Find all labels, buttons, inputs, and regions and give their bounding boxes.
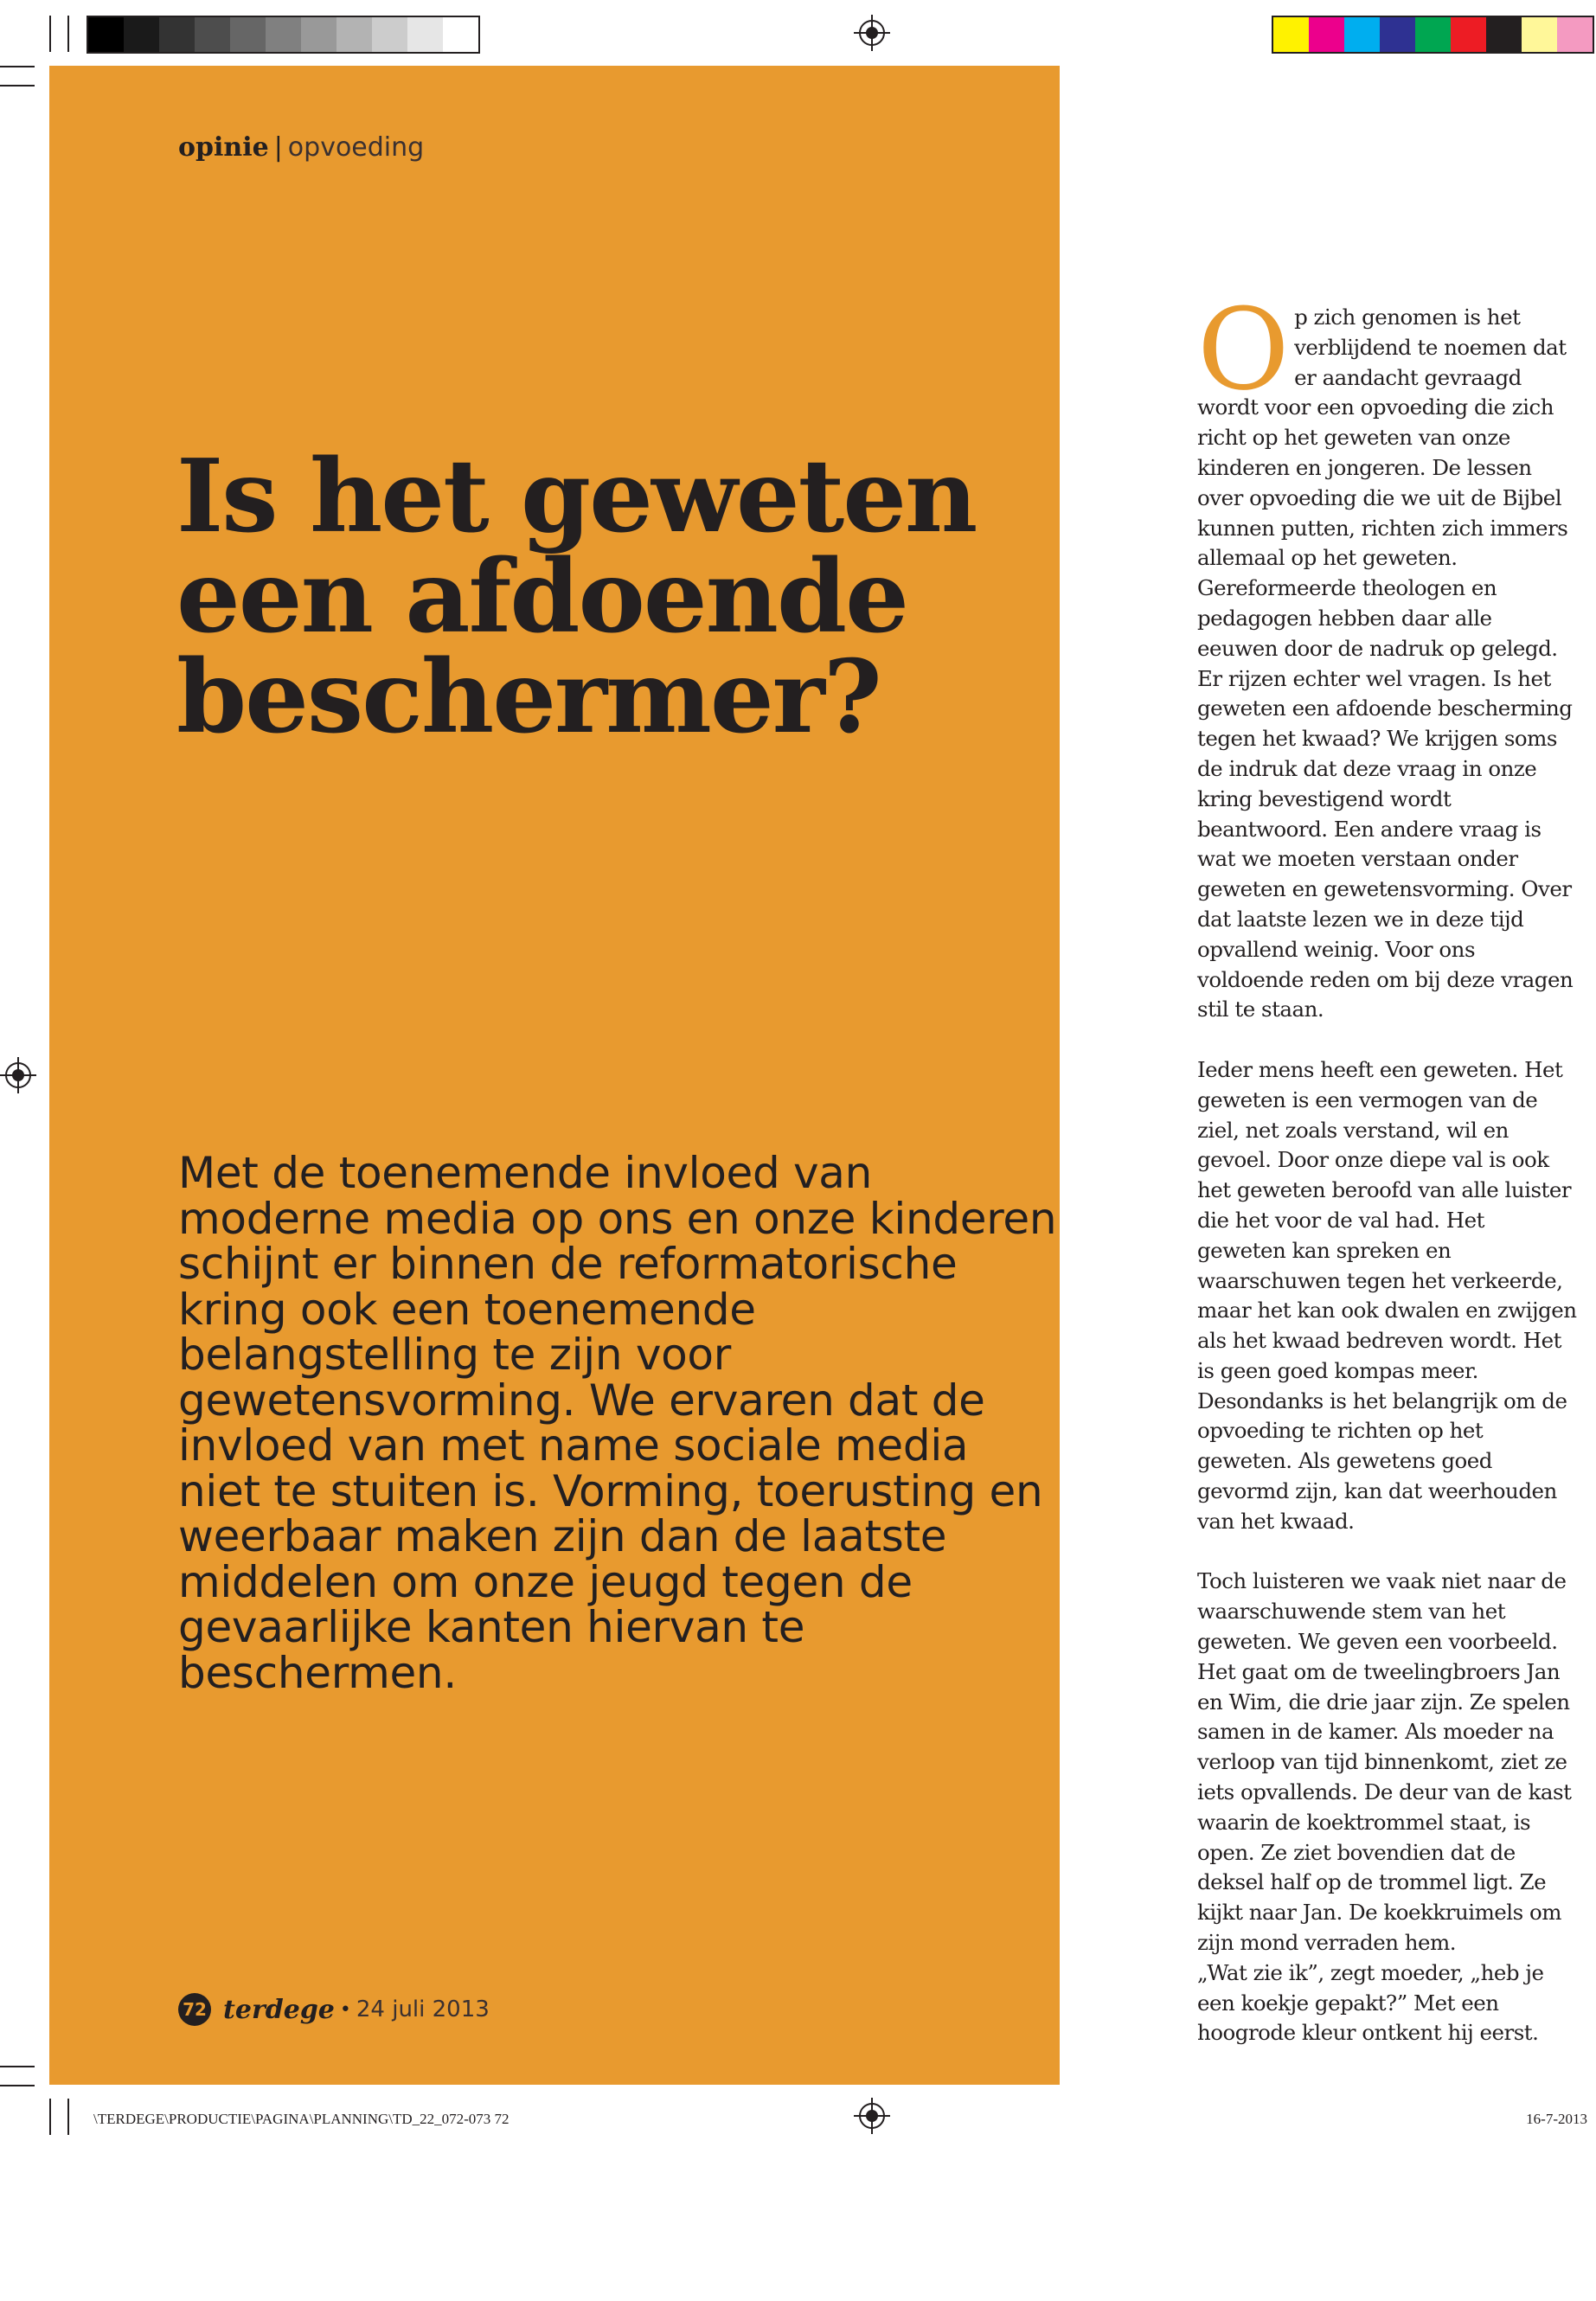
color-calibration-strip (1272, 16, 1594, 54)
grey-swatch (124, 17, 159, 52)
color-swatch (1415, 17, 1451, 52)
headline: Is het geweten een afdoende beschermer? (176, 438, 977, 756)
registration-mark-bottom (859, 2103, 885, 2129)
grey-swatch (159, 17, 195, 52)
issue-date: 24 juli 2013 (356, 1997, 490, 2022)
section-separator: | (273, 132, 283, 163)
grey-swatch (337, 17, 372, 52)
color-swatch (1344, 17, 1380, 52)
registration-mark-top (859, 20, 885, 46)
color-swatch (1451, 17, 1486, 52)
article-paragraph-4: Toch luisteren we vaak niet naar de waarschuwende stem van het geweten. We geven een voorbeeld. Het gaat om de tweelingbroers Jan en Wim, die drie jaar zijn. Ze spelen samen in de kamer. Als moeder na verloop van tijd binnenkomt, ziet ze iets opvallends. De deur van de kast waarin de koektrommel staat, is open. Ze ziet bovendien dat de deksel half op de trommel ligt. Ze kijkt naar Jan. De koekkruimels om zijn mond verraden hem. (1197, 1568, 1572, 1956)
section-category: opinie (178, 132, 269, 163)
registration-mark-left (5, 1062, 31, 1088)
page-footer (178, 1993, 490, 2026)
color-swatch (1522, 17, 1557, 52)
grey-swatch (230, 17, 266, 52)
crop-mark-bottom-left-h2 (0, 2085, 35, 2086)
footer-bullet: • (339, 1998, 351, 2021)
article-paragraph-1 (1197, 284, 1578, 664)
article-paragraph-2: Er rijzen echter wel vragen. Is het geweten een afdoende bescherming tegen het kwaad? We krijgen soms de indruk dat deze vraag in onze kring bevestigend wordt beantwoord. Een andere vraag is wat we moeten verstaan onder geweten en gewetensvorming. Over dat laatste lezen we in deze tijd opvallend weinig. Voor ons voldoende reden om bij deze vragen stil te staan. (1197, 665, 1574, 1022)
crop-mark-top-left-h2 (0, 85, 35, 87)
paragraph-gap (1197, 1537, 1578, 1567)
grey-swatch (372, 17, 407, 52)
grey-swatch (88, 17, 124, 52)
crop-mark-bottom-left-v2 (67, 2099, 69, 2135)
slug-path: \TERDEGE\PRODUCTIE\PAGINA\PLANNING\TD_22_072-073 72 (93, 2111, 510, 2127)
article-body (1197, 284, 1578, 2048)
color-swatch (1486, 17, 1522, 52)
grey-swatch (266, 17, 301, 52)
color-swatch (1380, 17, 1415, 52)
crop-mark-top-left-v1 (49, 16, 51, 52)
article-paragraph-3: Ieder mens heeft een geweten. Het geweten is een vermogen van de ziel, net zoals verstand, wil en gevoel. Door onze diepe val is ook het geweten beroofd van alle luister die het voor de val had. Het geweten kan spreken en waarschuwen tegen het verkeerde, maar het kan ook dwalen en zwijgen als het kwaad bedreven wordt. Het is geen goed kompas meer. Desondanks is het belangrijk om de opvoeding te richten op het geweten. Als gewetens goed gevormd zijn, kan dat weerhouden van het kwaad. (1197, 1056, 1577, 1534)
section-subcategory: opvoeding (287, 132, 425, 163)
section-label (178, 132, 424, 163)
crop-mark-top-left-h (0, 66, 35, 67)
page-number-badge: 72 (178, 1993, 211, 2026)
grey-calibration-strip (87, 16, 480, 54)
grey-swatch (301, 17, 337, 52)
drop-cap: O (1197, 284, 1290, 415)
color-swatch (1557, 17, 1593, 52)
article-paragraph-1-text: p zich genomen is het verblijdend te noemen dat er aandacht gevraagd wordt voor een opvoeding die zich richt op het geweten van onze kinderen en jongeren. De lessen over opvoeding die we uit de Bijbel kunnen putten, richten zich immers allemaal op het geweten. Gereformeerde theologen en pedagogen hebben daar alle eeuwen door de nadruk op gelegd. (1197, 304, 1568, 661)
orange-panel (49, 66, 1060, 2085)
article-paragraph-5: „Wat zie ik”, zegt moeder, „heb je een koekje gepakt?” Met een hoogrode kleur ontkent hij eerst. (1197, 1959, 1544, 2046)
crop-mark-bottom-left-v1 (49, 2099, 51, 2135)
color-swatch (1273, 17, 1309, 52)
crop-mark-bottom-left-h (0, 2066, 35, 2067)
grey-swatch (407, 17, 443, 52)
brand-logo: terdege (223, 1994, 335, 2025)
grey-swatch (195, 17, 230, 52)
intro-text: Met de toenemende invloed van moderne media op ons en onze kinderen schijnt er binnen de reformatorische kring ook een toenemende belangstelling te zijn voor gewetensvorming. We ervaren dat de invloed van met name sociale media niet te stuiten is. Vorming, toerusting en weerbaar maken zijn dan de laatste middelen om onze jeugd tegen de gevaarlijke kanten hiervan te beschermen. (178, 1148, 1057, 1698)
crop-mark-top-left-v2 (67, 16, 69, 52)
grey-swatch (443, 17, 478, 52)
slug-date: 16-7-2013 (1526, 2111, 1587, 2127)
paragraph-gap (1197, 1025, 1578, 1055)
color-swatch (1309, 17, 1344, 52)
